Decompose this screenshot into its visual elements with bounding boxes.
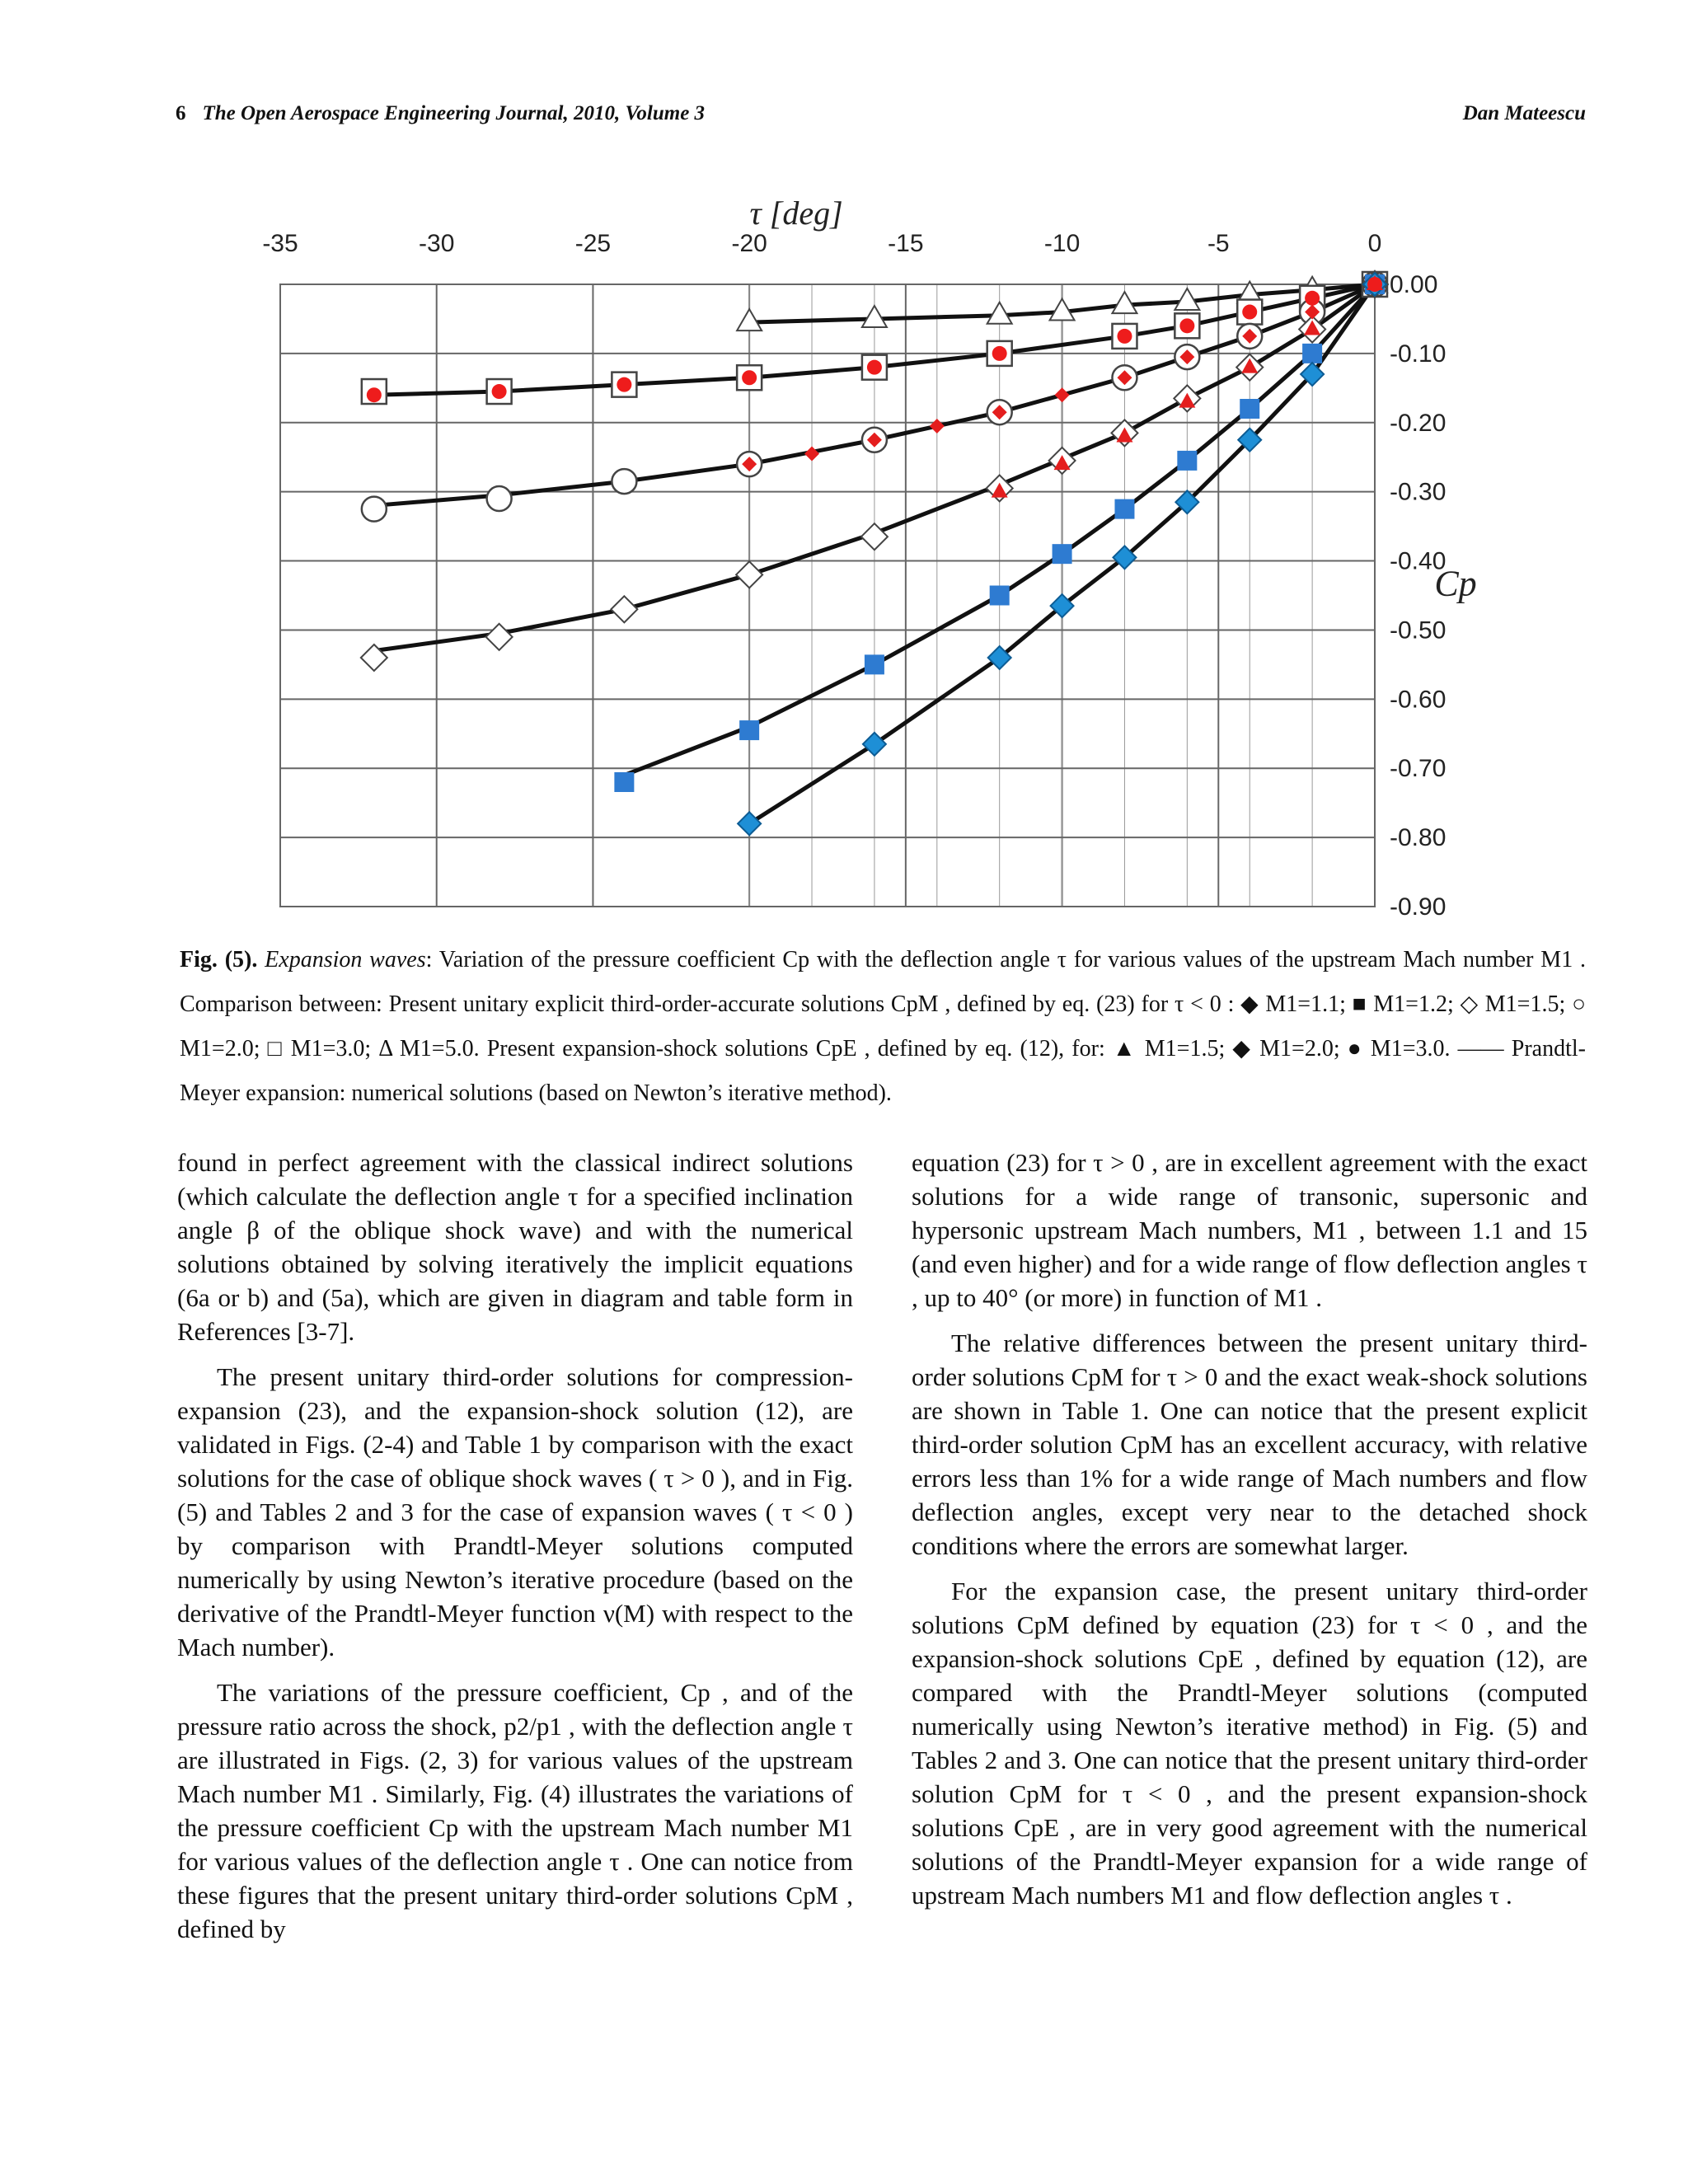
paragraph: For the expansion case, the present unitary third-order solutions CpM defined by equation (23) for τ < 0 , and the expansion-shock solutions CpE , defined by equation (12), are compared with the Prandtl-Meyer solutions (computed numerically using Newton’s iterative method) in Fig. (5) and Tables 2 and 3. One can notice that the present unitary third-order solution CpM for τ < 0 , and the present expansion-shock solutions CpE , are in very good agreement with the numerical solutions of the Prandtl-Meyer expansion for a wide range of upstream Mach numbers M1 and flow deflection angles τ . <box>912 1577 1587 1910</box>
figure-title: Expansion waves <box>265 947 426 972</box>
figure-caption <box>180 938 1586 1116</box>
y-tick-label: -0.10 <box>1390 340 1447 368</box>
y-tick-label: 0.00 <box>1390 271 1438 298</box>
x-tick-label: -5 <box>1207 230 1230 257</box>
x-tick-label: -30 <box>419 230 455 257</box>
author-name: Dan Mateescu <box>1462 102 1586 124</box>
pressure-coefficient-chart <box>198 165 1484 931</box>
data-point-square <box>1177 451 1197 471</box>
data-point-dot <box>492 384 507 399</box>
data-point-square <box>739 720 759 740</box>
data-point-dot <box>1117 329 1132 344</box>
data-point-dot <box>1305 291 1320 306</box>
x-tick-label: -20 <box>731 230 767 257</box>
data-point-open-circle <box>612 469 636 494</box>
page-header <box>176 102 1586 135</box>
data-point-square <box>614 772 634 792</box>
data-point-dot <box>1367 277 1382 292</box>
paragraph: The present unitary third-order solutions for compression-expansion (23), and the expansion-shock solution (12), are validated in Figs. (2-4) and Table 1 by comparison with the exact solutions for the case of oblique shock waves ( τ > 0 ), and in Fig. (5) and Tables 2 and 3 for the case of expansion waves ( τ < 0 ) by comparison with Prandtl-Meyer solutions computed numerically by using Newton’s iterative procedure (based on the derivative of the Prandtl-Meyer function ν(M) with respect to the Mach number). <box>177 1362 853 1661</box>
journal-title: The Open Aerospace Engineering Journal, 2010, Volume 3 <box>202 102 706 124</box>
data-point-open-circle <box>487 486 512 511</box>
plot-frame <box>280 284 1375 907</box>
right-column <box>912 1146 1587 1924</box>
x-tick-label: 0 <box>1367 230 1382 257</box>
data-point-square <box>865 654 884 674</box>
y-tick-label: -0.60 <box>1390 686 1447 714</box>
y-tick-label: -0.70 <box>1390 755 1447 783</box>
paragraph: found in perfect agreement with the classical indirect solutions (which calculate the deflection angle τ for a specified inclination angle β of the oblique shock wave) and with the numerical solutions obtained by solving iteratively the implicit equations (6a or b) and (5a), which are given in diagram and table form in References [3-7]. <box>177 1148 853 1346</box>
left-column <box>177 1146 853 1957</box>
figure-label: Fig. (5). <box>180 947 258 972</box>
data-point-square <box>1302 344 1322 363</box>
x-axis-label: τ [deg] <box>749 194 843 232</box>
y-tick-label: -0.80 <box>1390 824 1447 852</box>
x-tick-label: -10 <box>1043 230 1081 257</box>
y-tick-label: -0.20 <box>1390 409 1447 437</box>
x-tick-label: -35 <box>262 230 298 257</box>
paragraph: The variations of the pressure coefficient, Cp , and of the pressure ratio across the shock, p2/p1 , with the deflection angle τ are illustrated in Figs. (2, 3) for various values of the upstream Mach number M1 . Similarly, Fig. (4) illustrates the variations of the pressure coefficient Cp with the upstream Mach number M1 for various values of the deflection angle τ . One can notice from these figures that the present unitary third-order solutions CpM , defined by <box>177 1678 853 1943</box>
x-tick-label: -25 <box>574 230 612 257</box>
data-point-open-circle <box>362 497 387 522</box>
x-tick-label: -15 <box>888 230 924 257</box>
data-point-dot <box>992 346 1007 361</box>
data-point-dot <box>1242 305 1257 320</box>
data-point-dot <box>1179 318 1194 333</box>
paragraph: equation (23) for τ > 0 , are in excellent agreement with the exact solutions for a wide range of transonic, supersonic and hypersonic upstream Mach numbers, M1 , between 1.1 and 15 (and even higher) and for a wide range of flow deflection angles τ , up to 40° (or more) in function of M1 . <box>912 1148 1587 1312</box>
y-axis-label: Cp <box>1434 563 1477 604</box>
data-point-square <box>1240 399 1259 419</box>
data-point-square <box>990 586 1010 606</box>
data-point-dot <box>617 377 631 392</box>
y-tick-label: -0.30 <box>1390 478 1447 506</box>
y-tick-label: -0.40 <box>1390 547 1447 575</box>
data-point-dot <box>867 360 882 375</box>
paragraph: The relative differences between the present unitary third-order solutions CpM for τ > 0 and the exact weak-shock solutions are shown in Table 1. One can notice that the present explicit third-order solution CpM has an excellent accuracy, with relative errors less than 1% for a wide range of Mach numbers and flow deflection angles, except very near to the detached shock conditions where the errors are somewhat larger. <box>912 1329 1587 1560</box>
data-point-dot <box>367 387 382 402</box>
y-tick-label: -0.50 <box>1390 616 1447 644</box>
page-number: 6 <box>176 102 186 124</box>
data-point-square <box>1053 544 1072 564</box>
figure-caption-text: : Variation of the pressure coefficient Cp with the deflection angle τ for various values of the upstream Mach number M1 . Comparison between: Present unitary explicit third-order-accurate solutions CpM , defined by eq. (23) for τ < 0 : ◆ M1=1.1; ■ M1=1.2; ◇ M1=1.5; ○ M1=2.0; □ M1=3.0; Δ M1=5.0. Present expansion-shock solutions CpE , defined by eq. (12), for: ▲ M1=1.5; ◆ M1=2.0; ● M1=3.0. —— Prandtl-Meyer expansion: numerical solutions (based on Newton’s iterative method). <box>180 947 1587 1106</box>
y-tick-label: -0.90 <box>1390 893 1447 921</box>
data-point-square <box>1114 499 1134 519</box>
data-point-dot <box>742 370 757 385</box>
